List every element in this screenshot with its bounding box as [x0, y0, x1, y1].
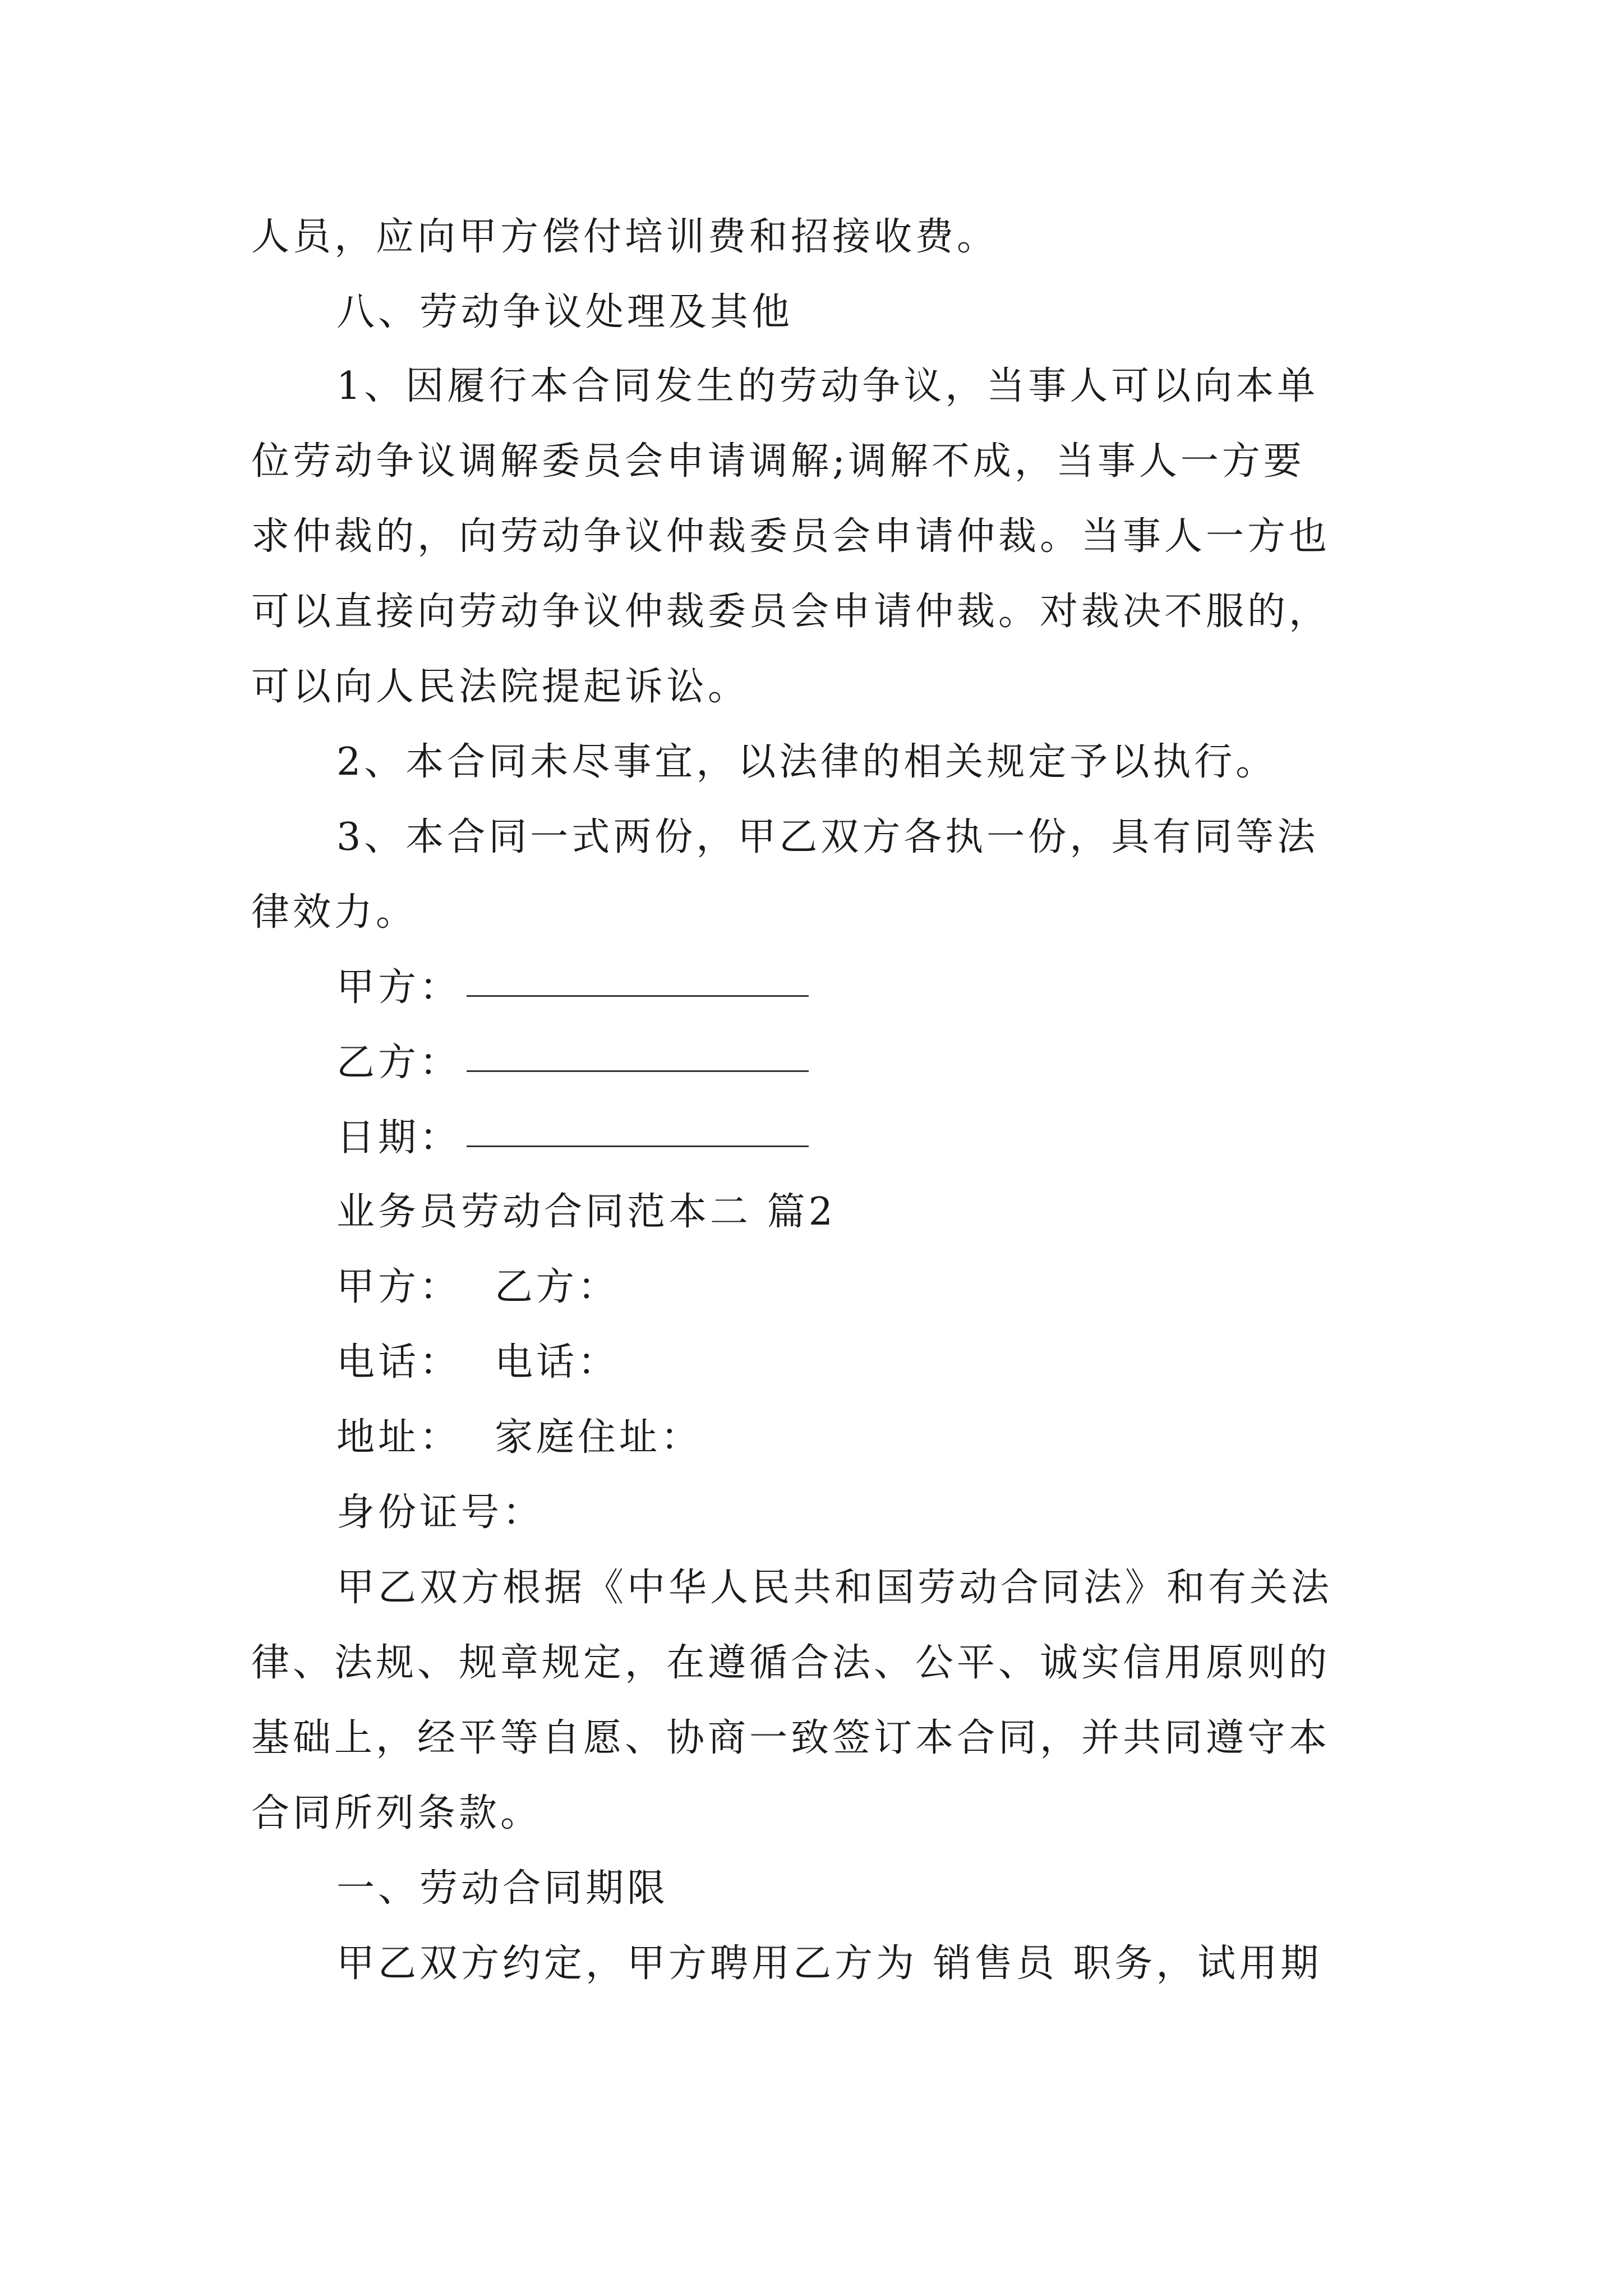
party-a-label: 甲方：: [336, 1265, 462, 1309]
party-b-label: 乙方：: [495, 1265, 620, 1309]
text-line: 位劳动争议调解委员会申请调解;调解不成，当事人一方要: [251, 439, 1305, 484]
signature-blank: [467, 1143, 809, 1147]
signature-date: [336, 1113, 809, 1163]
id-number-label: 身份证号：: [336, 1490, 545, 1535]
address-row: [336, 1412, 702, 1463]
signature-party-b: [336, 1038, 809, 1088]
text-line: 合同所列条款。: [251, 1791, 542, 1835]
text-line: 甲乙双方根据《中华人民共和国劳动合同法》和有关法: [336, 1566, 1333, 1610]
text-line: 甲乙双方约定，甲方聘用乙方为 销售员 职务，试用期: [336, 1941, 1322, 1986]
text-line: 律、法规、规章规定，在遵循合法、公平、诚实信用原则的: [251, 1641, 1331, 1685]
text-line: 1、因履行本合同发生的劳动争议，当事人可以向本单: [336, 364, 1319, 408]
section-heading: 八、劳动争议处理及其他: [336, 290, 794, 334]
signature-party-a: [336, 963, 809, 1013]
text-line: 可以向人民法院提起诉讼。: [251, 665, 750, 709]
text-line: 求仲裁的，向劳动争议仲裁委员会申请仲裁。当事人一方也: [251, 514, 1331, 559]
section-heading: 一、劳动合同期限: [336, 1866, 669, 1911]
home-address-label: 家庭住址：: [495, 1415, 703, 1460]
text-line: 可以直接向劳动争议仲裁委员会申请仲裁。对裁决不服的，: [251, 590, 1331, 634]
text-line: 2、本合同未尽事宜，以法律的相关规定予以执行。: [336, 740, 1278, 784]
section-title: 业务员劳动合同范本二 篇2: [336, 1190, 836, 1234]
phone-b-label: 电话：: [495, 1340, 620, 1384]
text-line: 律效力。: [251, 890, 418, 935]
signature-date-label: 日期：: [336, 1116, 462, 1160]
phone-a-label: 电话：: [336, 1340, 462, 1384]
signature-blank: [467, 993, 809, 997]
phone-row: [336, 1337, 619, 1388]
signature-blank: [467, 1068, 809, 1072]
signature-party-a-label: 甲方：: [336, 965, 462, 1010]
parties-row: [336, 1262, 619, 1313]
text-line: 基础上，经平等自愿、协商一致签订本合同，并共同遵守本: [251, 1716, 1331, 1760]
signature-party-b-label: 乙方：: [336, 1041, 462, 1085]
text-line: 3、本合同一式两份，甲乙双方各执一份，具有同等法: [336, 815, 1319, 859]
address-label: 地址：: [336, 1415, 462, 1460]
text-line: 人员，应向甲方偿付培训费和招接收费。: [251, 215, 999, 259]
